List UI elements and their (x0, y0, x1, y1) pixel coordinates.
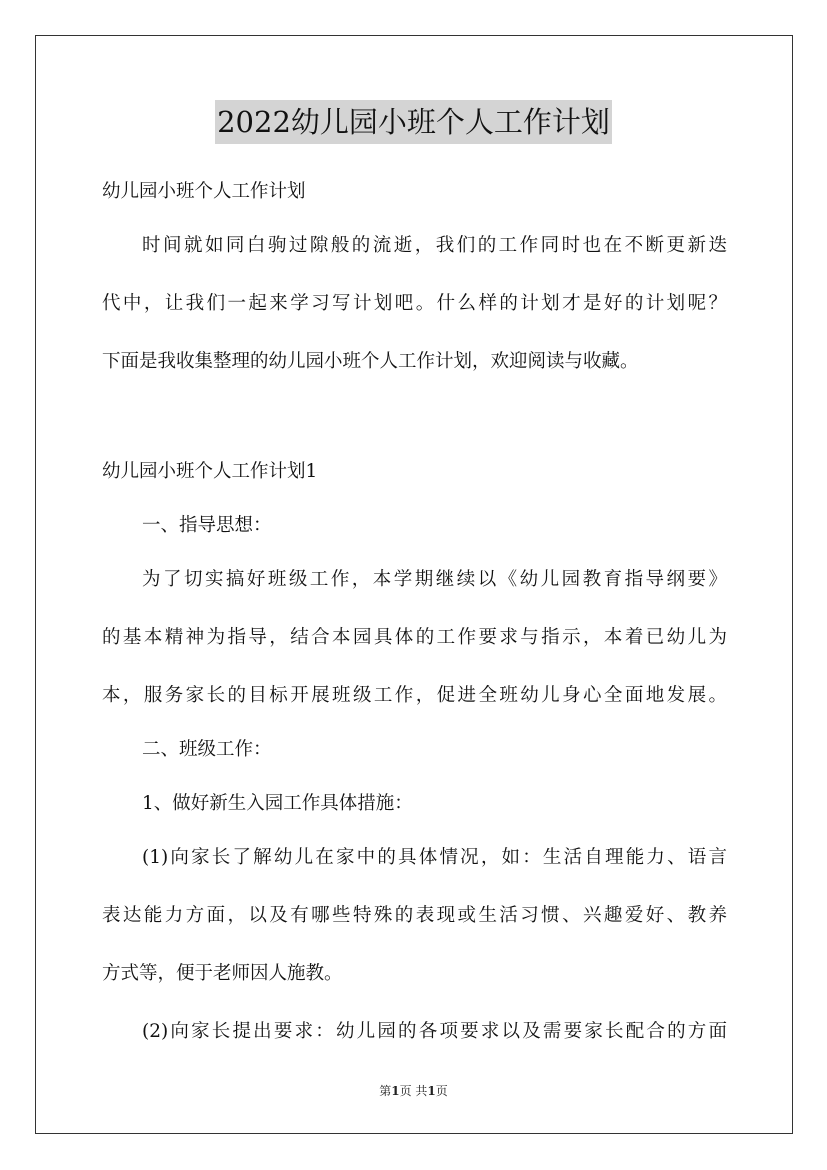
sub-item-1-line-3: 方式等，便于老师因人施教。 (102, 963, 343, 984)
footer-total-pages: 1 (427, 1084, 436, 1098)
intro-line-1: 时间就如同白驹过隙般的流逝，我们的工作同时也在不断更新迭 (142, 235, 727, 256)
sub-item-1-line-1: (1)向家长了解幼儿在家中的具体情况，如：生活自理能力、语言 (142, 847, 727, 868)
item-new-student-enrollment: 1、做好新生入园工作具体措施： (142, 793, 413, 814)
document-title: 2022幼儿园小班个人工作计划 (215, 100, 612, 144)
footer-page-number: 1 (391, 1084, 400, 1098)
intro-line-3: 下面是我收集整理的幼儿园小班个人工作计划，欢迎阅读与收藏。 (102, 351, 639, 372)
title-container (0, 100, 827, 144)
heading-guiding-thought: 一、指导思想： (142, 515, 272, 536)
intro-line-2: 代中，让我们一起来学习写计划吧。什么样的计划才是好的计划呢？ (102, 293, 727, 314)
guiding-line-2: 的基本精神为指导，结合本园具体的工作要求与指示，本着已幼儿为 (102, 627, 727, 648)
footer-page-mid: 页 共 (399, 1084, 428, 1098)
heading-class-work: 二、班级工作： (142, 739, 272, 760)
subtitle: 幼儿园小班个人工作计划 (102, 181, 306, 202)
guiding-line-1: 为了切实搞好班级工作，本学期继续以《幼儿园教育指导纲要》 (142, 569, 727, 590)
document-body (102, 172, 727, 1052)
page-footer (0, 1082, 827, 1099)
sub-item-2-line-1: (2)向家长提出要求：幼儿园的各项要求以及需要家长配合的方面 (142, 1021, 727, 1042)
section-title: 幼儿园小班个人工作计划1 (102, 461, 318, 482)
sub-item-1-line-2: 表达能力方面，以及有哪些特殊的表现或生活习惯、兴趣爱好、教养 (102, 905, 727, 926)
footer-prefix: 第 (379, 1084, 392, 1098)
guiding-line-3: 本，服务家长的目标开展班级工作，促进全班幼儿身心全面地发展。 (102, 685, 727, 706)
footer-suffix: 页 (435, 1084, 448, 1098)
